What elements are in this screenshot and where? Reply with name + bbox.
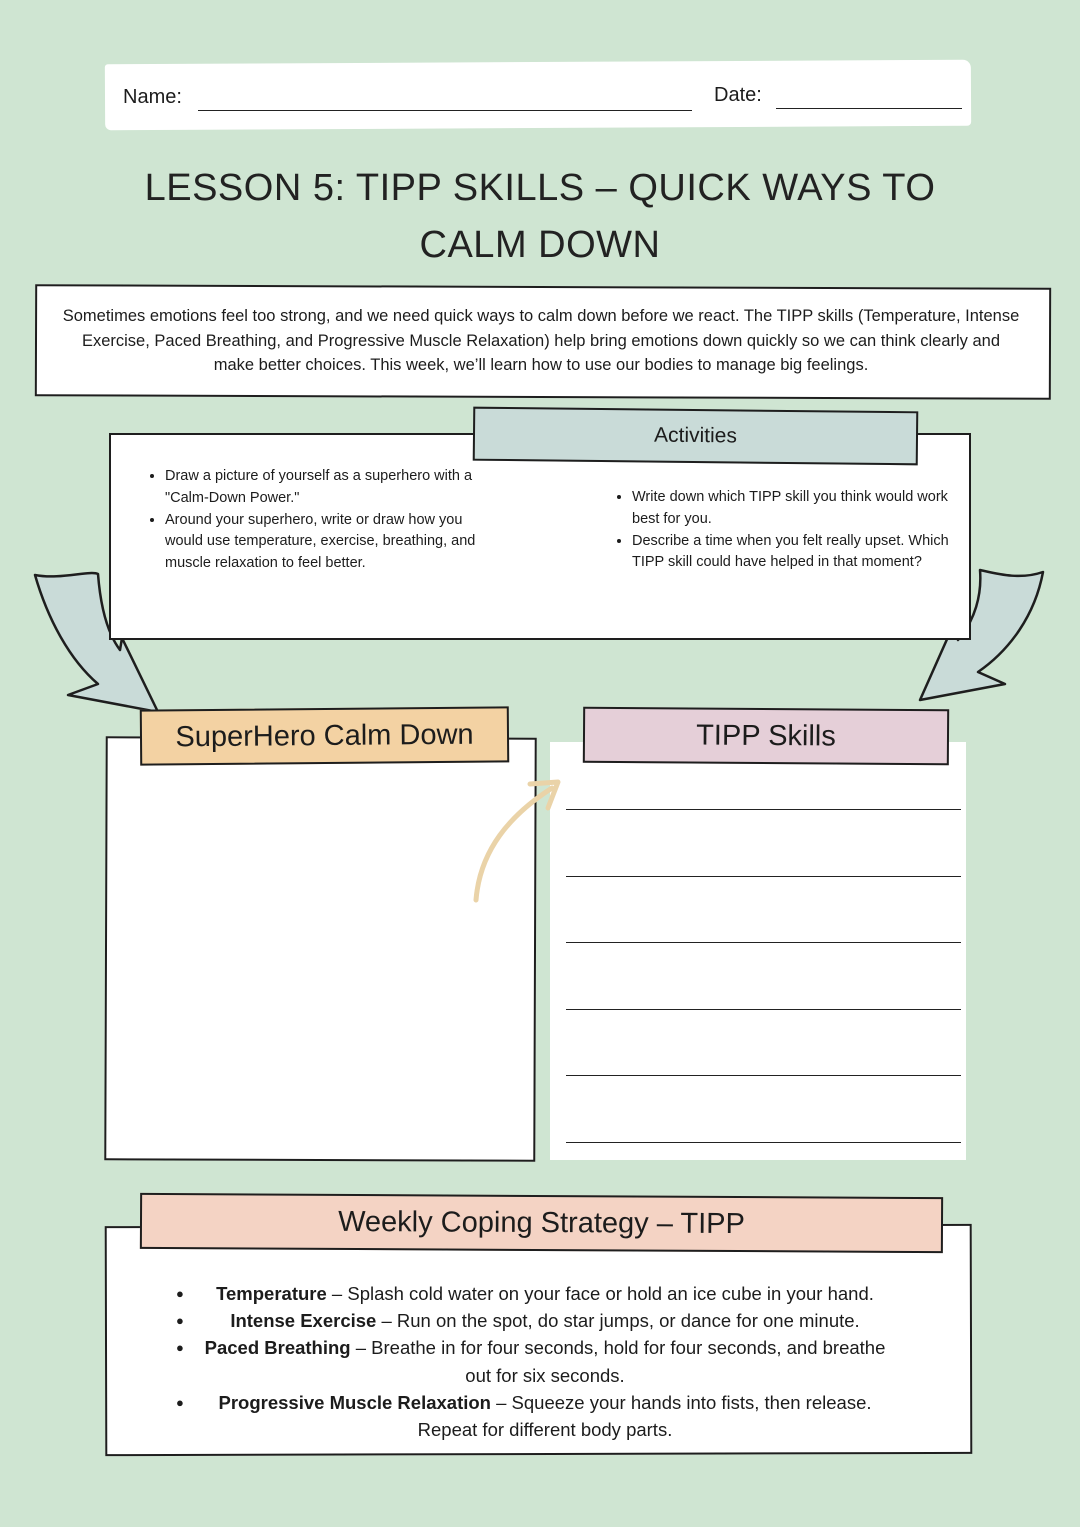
date-label: Date: xyxy=(714,84,762,106)
strategy-term: Progressive Muscle Relaxation xyxy=(218,1391,491,1413)
activities-left-list xyxy=(145,466,495,575)
page-title: LESSON 5: TIPP SKILLS – QUICK WAYS TO CALM DOWN xyxy=(144,167,936,266)
tipp-writing-line[interactable] xyxy=(566,809,961,810)
tipp-writing-line[interactable] xyxy=(566,1142,961,1143)
name-field[interactable] xyxy=(198,110,692,111)
date-field[interactable] xyxy=(776,108,962,109)
tipp-writing-line[interactable] xyxy=(566,1075,961,1076)
list-item xyxy=(150,1389,940,1443)
tipp-writing-line[interactable] xyxy=(566,942,961,943)
list-item xyxy=(150,1334,940,1388)
tipp-writing-line[interactable] xyxy=(566,1009,961,1010)
list-item xyxy=(150,1307,940,1334)
list-item: • Write down which TIPP skill you think would work best for you. xyxy=(632,487,952,531)
weekly-strategy-heading: Weekly Coping Strategy – TIPP xyxy=(140,1193,943,1253)
strategy-term: Intense Exercise xyxy=(230,1310,377,1332)
superhero-heading: SuperHero Calm Down xyxy=(140,706,509,765)
tipp-skills-box xyxy=(550,742,966,1160)
strategy-description: – Run on the spot, do star jumps, or dance for one minute. xyxy=(376,1310,860,1332)
strategy-description: – Squeeze your hands into fists, then release. Repeat for different body parts. xyxy=(417,1391,872,1441)
strategy-term: Paced Breathing xyxy=(204,1337,351,1359)
intro-text: Sometimes emotions feel too strong, and we need quick ways to calm down before we react. The TIPP skills (Temperature, Intense Exercise, Paced Breathing, and Progressive Muscle Relaxation) help bring emotions down quickly so we can think clearly and make better choices. This week, we’ll learn how to use our bodies to manage big feelings. xyxy=(62,307,1020,374)
activities-heading: Activities xyxy=(473,407,919,466)
tipp-skills-heading: TIPP Skills xyxy=(583,707,949,766)
name-date-strip xyxy=(105,60,971,131)
list-item xyxy=(150,1280,940,1307)
name-label: Name: xyxy=(123,86,182,108)
weekly-strategy-list xyxy=(150,1280,940,1443)
list-item: • Draw a picture of yourself as a superhero with a "Calm-Down Power." xyxy=(165,466,495,510)
strategy-term: Temperature xyxy=(216,1283,327,1304)
activities-right-list xyxy=(612,487,952,574)
tipp-writing-line[interactable] xyxy=(566,876,961,877)
list-item: • Around your superhero, write or draw how you would use temperature, exercise, breathing, and muscle relaxation to feel better. xyxy=(165,510,495,575)
strategy-description: – Breathe in for four seconds, hold for four seconds, and breathe out for six seconds. xyxy=(350,1337,886,1386)
strategy-description: – Splash cold water on your face or hold an ice cube in your hand. xyxy=(326,1283,874,1304)
list-item: • Describe a time when you felt really upset. Which TIPP skill could have helped in that moment? xyxy=(632,531,952,575)
curved-arrow-icon xyxy=(460,770,570,910)
